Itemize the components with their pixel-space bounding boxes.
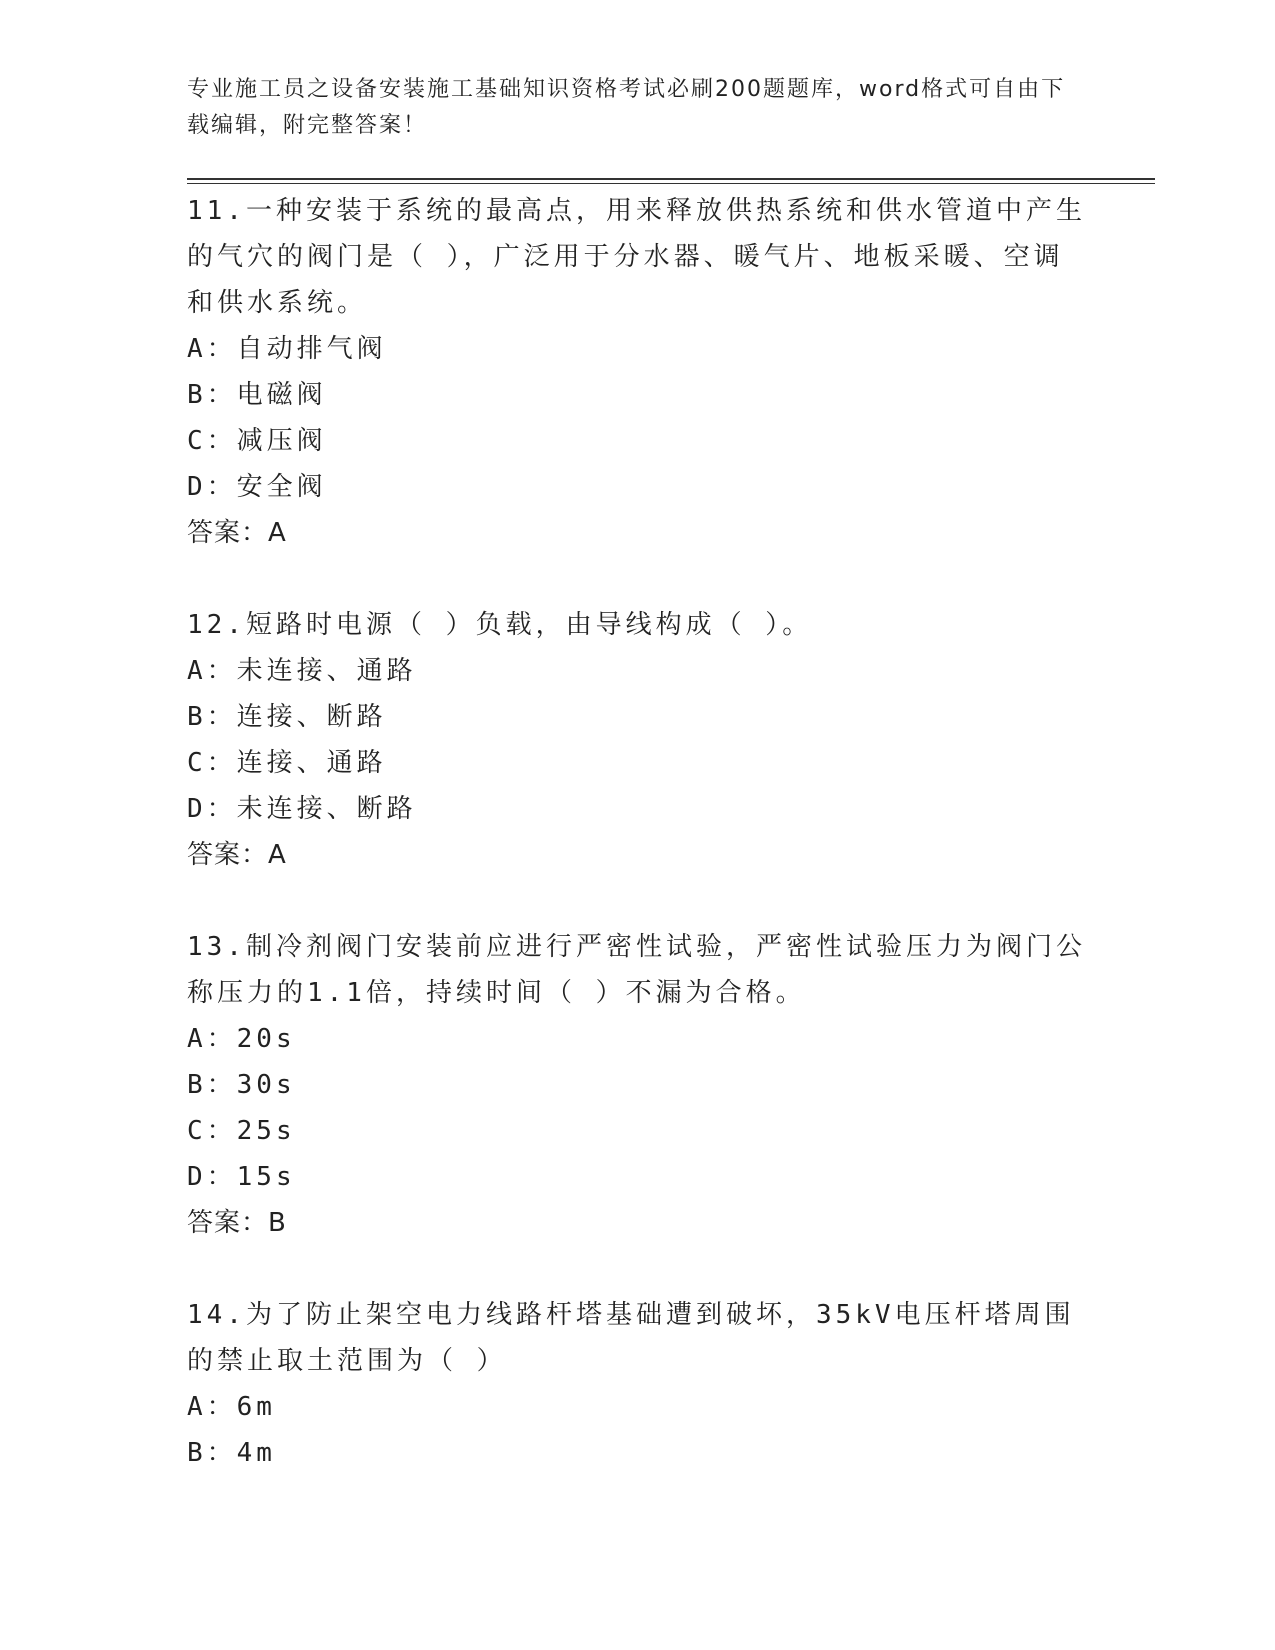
option-a: A：未连接、通路 xyxy=(187,656,417,686)
question-text: 13.制冷剂阀门安装前应进行严密性试验，严密性试验压力为阀门公称压力的1.1倍，持续时间（ ）不漏为合格。 xyxy=(187,932,1086,1008)
header-divider-thick xyxy=(187,178,1155,180)
question-text: 11.一种安装于系统的最高点，用来释放供热系统和供水管道中产生的气穴的阀门是（ ），广泛用于分水器、暖气片、地板采暖、空调和供水系统。 xyxy=(187,196,1086,318)
option-c: C：25s xyxy=(187,1116,296,1146)
question-13 xyxy=(187,924,1087,1246)
document-title: 专业施工员之设备安装施工基础知识资格考试必刷200题题库，word格式可自由下载编辑，附完整答案！ xyxy=(187,77,1066,138)
question-text: 14.为了防止架空电力线路杆塔基础遭到破坏，35kV电压杆塔周围的禁止取土范围为（ ） xyxy=(187,1300,1075,1376)
answer-line: 答案：B xyxy=(187,1208,287,1238)
question-12 xyxy=(187,602,1087,878)
question-list xyxy=(187,188,1087,1522)
option-d: D：15s xyxy=(187,1162,296,1192)
option-a: A：6m xyxy=(187,1392,276,1422)
option-c: C：减压阀 xyxy=(187,426,327,456)
header-divider-thin xyxy=(187,183,1155,184)
option-a: A：20s xyxy=(187,1024,296,1054)
document-header xyxy=(187,72,1087,144)
question-11 xyxy=(187,188,1087,556)
option-b: B：电磁阀 xyxy=(187,380,327,410)
answer-line: 答案：A xyxy=(187,518,287,548)
option-b: B：30s xyxy=(187,1070,296,1100)
option-d: D：未连接、断路 xyxy=(187,794,417,824)
question-14 xyxy=(187,1292,1087,1476)
option-b: B：4m xyxy=(187,1438,276,1468)
answer-line: 答案：A xyxy=(187,840,287,870)
option-c: C：连接、通路 xyxy=(187,748,387,778)
option-a: A：自动排气阀 xyxy=(187,334,387,364)
option-d: D：安全阀 xyxy=(187,472,327,502)
question-text: 12.短路时电源（ ）负载，由导线构成（ ）。 xyxy=(187,610,813,640)
option-b: B：连接、断路 xyxy=(187,702,387,732)
